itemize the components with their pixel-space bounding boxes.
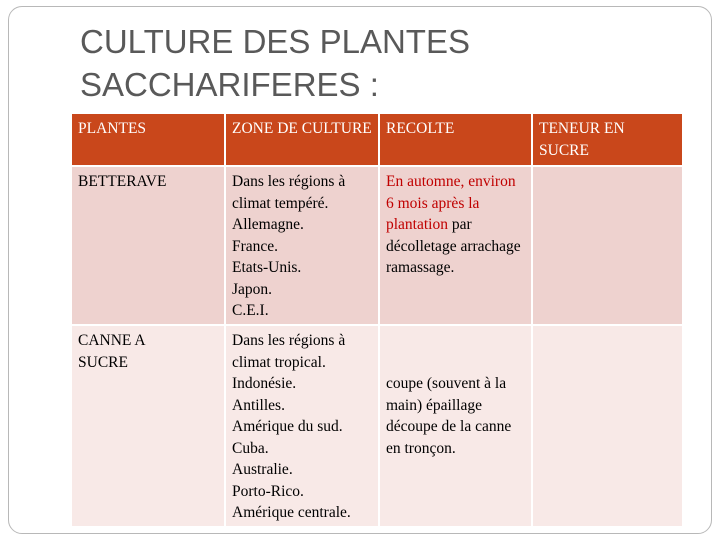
zone-line: Australie. (232, 461, 293, 478)
zone-line: France. (232, 237, 279, 255)
cell-teneur (532, 166, 683, 325)
zone-line: Allemagne. (232, 216, 304, 233)
cell-recolte (379, 325, 532, 526)
cell-zone (225, 166, 379, 325)
header-zone: ZONE DE CULTURE (225, 114, 379, 166)
header-teneur: TENEUR EN SUCRE (532, 114, 683, 166)
data-table (72, 114, 684, 526)
zone-line: C.E.I. (232, 302, 269, 319)
table-row (72, 325, 683, 526)
header-row (72, 114, 683, 166)
recolte-highlight: En automne, environ 6 mois après la plantation (386, 173, 516, 233)
cell-zone (225, 325, 379, 526)
header-recolte: RECOLTE (379, 114, 532, 166)
cell-plant (72, 325, 225, 526)
zone-line: Japon. (232, 280, 273, 298)
zone-line: Porto-Rico. (232, 482, 304, 500)
recolte-text: coupe (souvent à la main) épaillage découpe de la canne en tronçon. (386, 375, 512, 457)
zone-line: Etats-Unis. (232, 259, 302, 276)
table-row (72, 166, 683, 325)
zone-line: Indonésie. (232, 375, 297, 392)
cell-recolte (379, 166, 532, 325)
zone-line: Cuba. (232, 439, 269, 457)
slide-title: CULTURE DES PLANTES SACCHARIFERES : (80, 23, 470, 103)
header-plantes: PLANTES (72, 114, 225, 166)
zone-line: Amérique du sud. (232, 418, 343, 435)
zone-line: Antilles. (232, 396, 285, 414)
plant-label: CANNE A SUCRE (78, 332, 145, 371)
zone-line: Dans les régions à climat tropical. (232, 332, 346, 371)
zone-line: Amérique centrale. (232, 504, 351, 521)
cell-teneur (532, 325, 683, 526)
cell-plant: BETTERAVE (72, 166, 225, 325)
zone-line: Dans les régions à climat tempéré. (232, 173, 346, 212)
recolte-text: par décolletage arrachage ramassage. (386, 216, 521, 276)
